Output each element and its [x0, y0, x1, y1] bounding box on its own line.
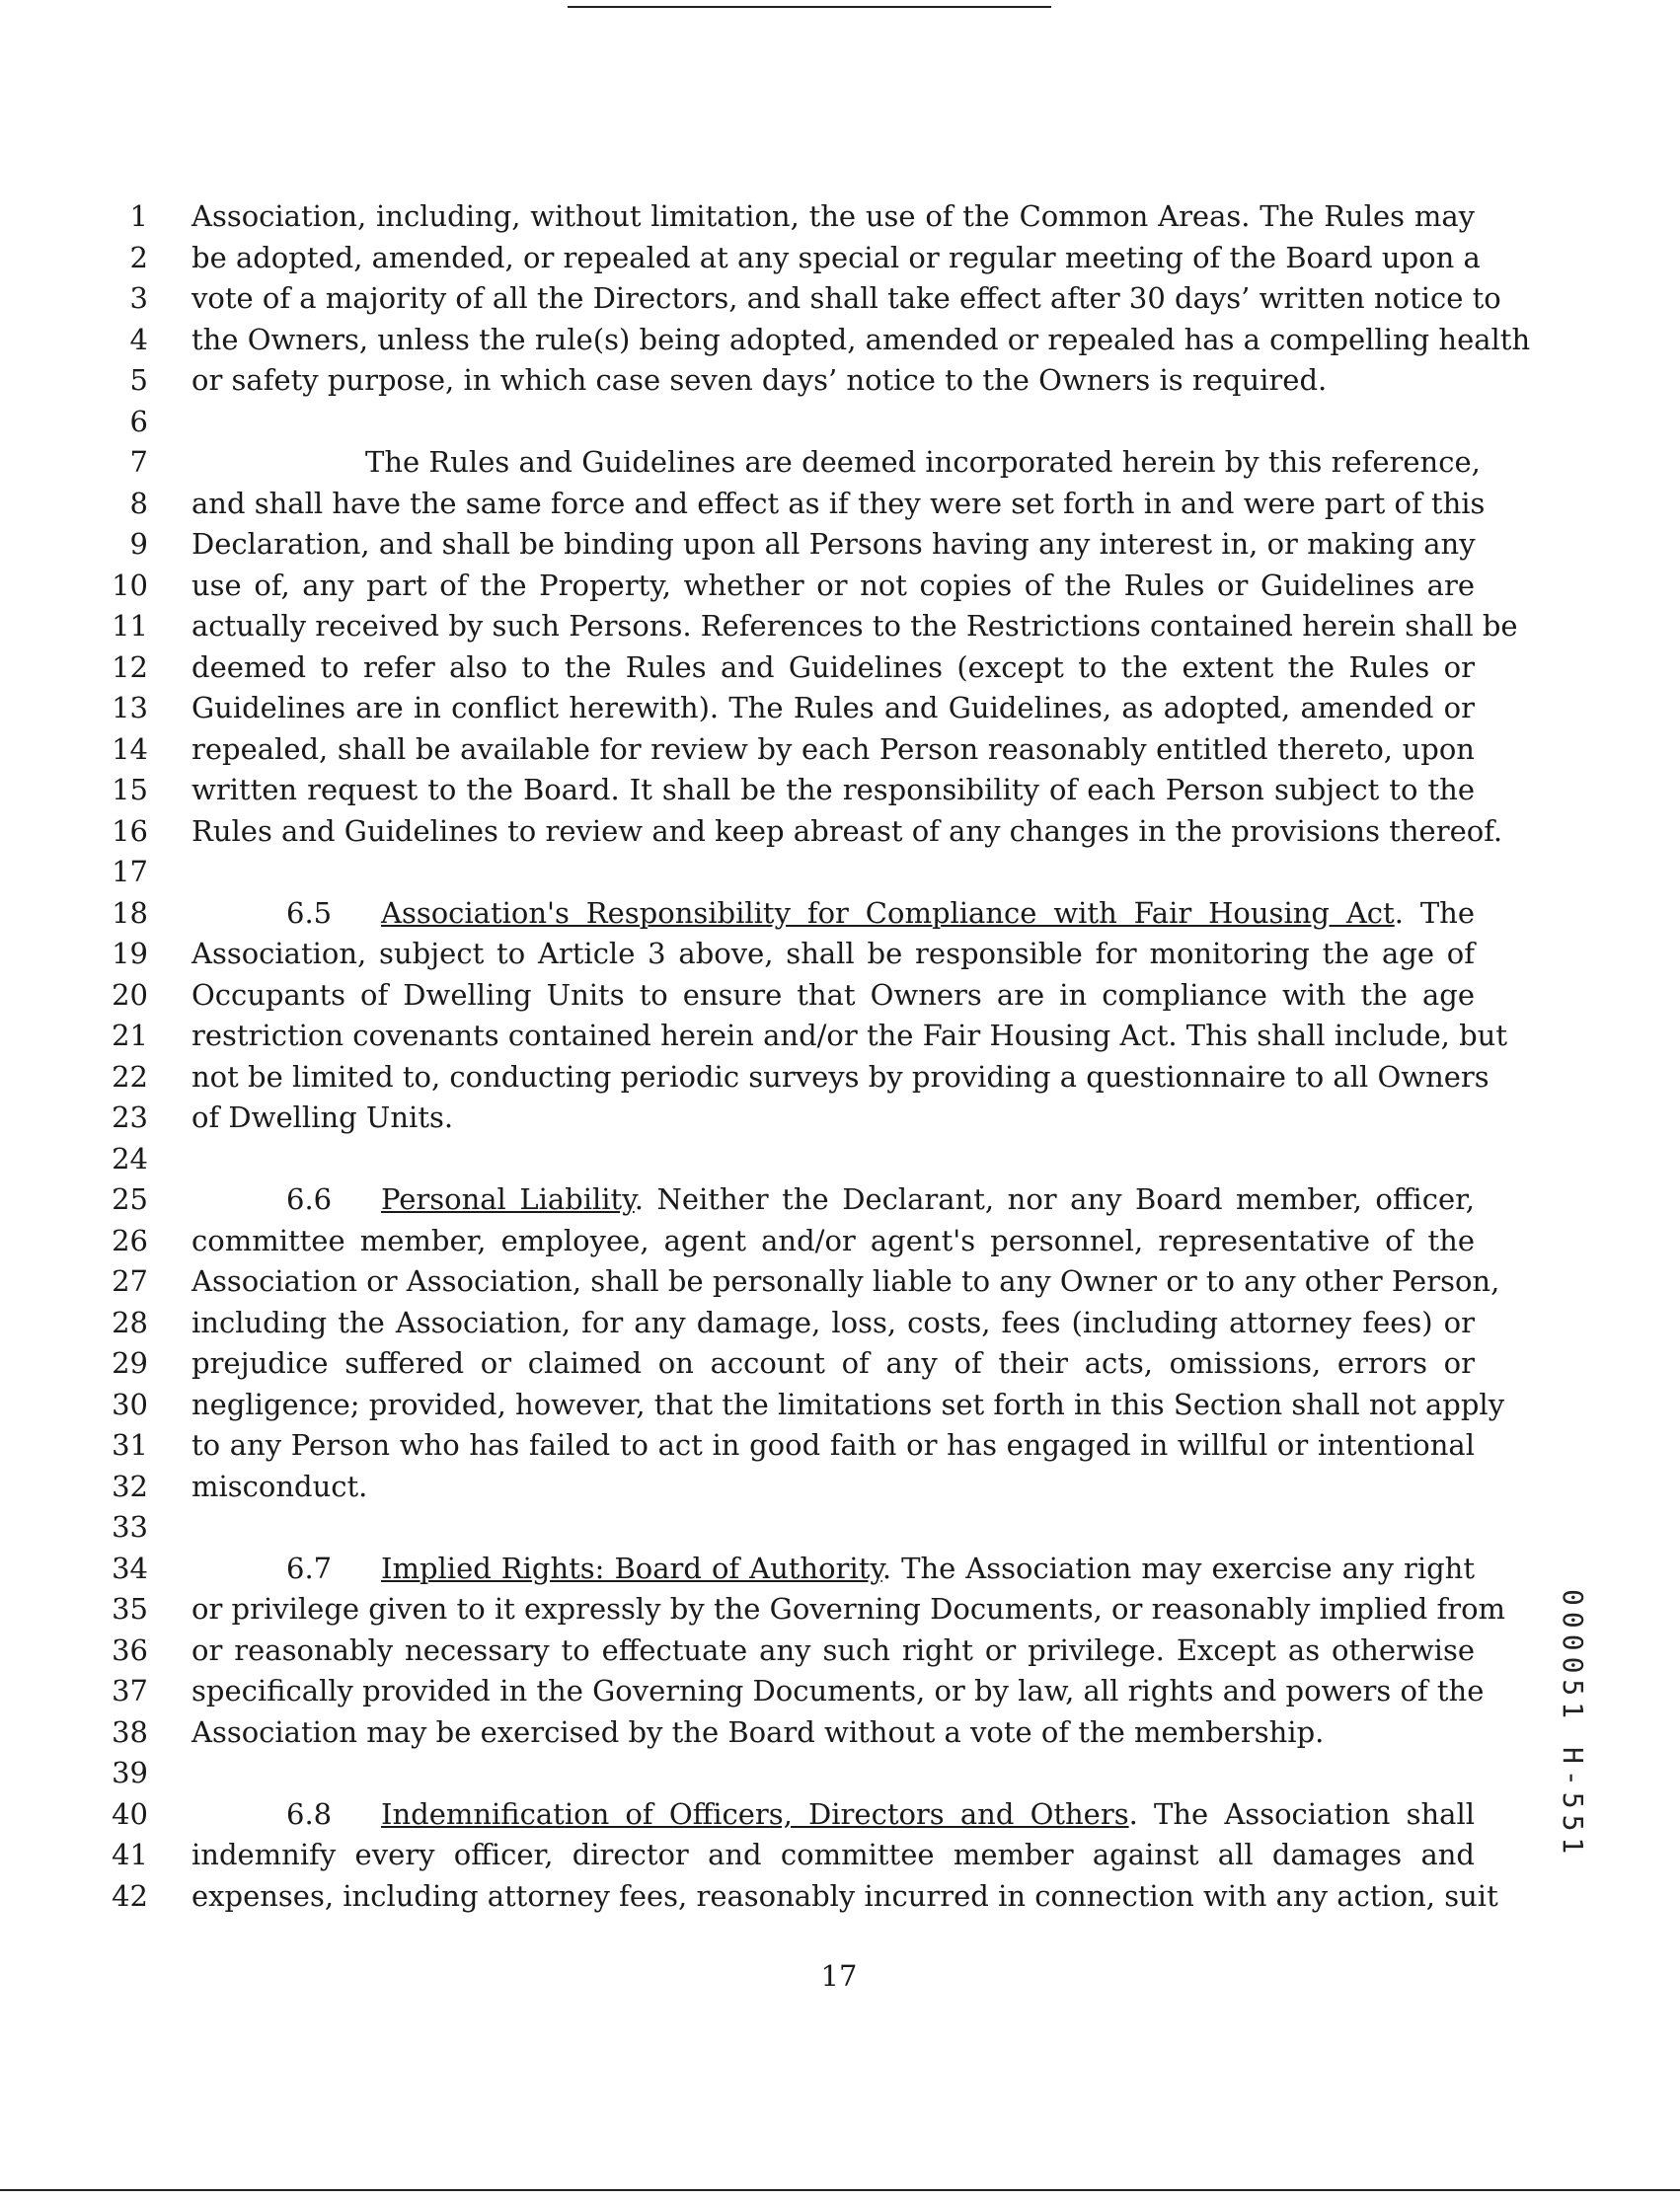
line-text: written request to the Board. It shall be the responsibility of each Person subject to the [191, 773, 1475, 806]
document-line [0, 1138, 1680, 1179]
document-line [0, 1752, 1680, 1793]
document-line [0, 1097, 1680, 1138]
line-text: repealed, shall be available for review by each Person reasonably entitled thereto, upon [191, 731, 1475, 766]
line-text: expenses, including attorney fees, reasonably incurred in connection with any action, suit [191, 1878, 1498, 1913]
line-text: including the Association, for any damage, loss, costs, fees (including attorney fees) or [191, 1305, 1475, 1339]
document-line [0, 483, 1680, 524]
document-line [0, 1220, 1680, 1261]
line-text: The Rules and Guidelines are deemed incorporated herein by this reference, [365, 445, 1481, 479]
document-line [0, 1630, 1680, 1671]
line-text: actually received by such Persons. References to the Restrictions contained herein shall be [191, 609, 1518, 643]
document-line [0, 1834, 1680, 1875]
document-line [0, 1302, 1680, 1343]
line-number: 15 [112, 773, 148, 806]
document-line [0, 1056, 1680, 1098]
line-text: Association, including, without limitation, the use of the Common Areas. The Rules may [191, 199, 1475, 233]
document-line [0, 1793, 1680, 1835]
document-line [0, 1548, 1680, 1589]
line-number: 17 [112, 855, 148, 888]
document-line [0, 646, 1680, 688]
line-text: not be limited to, conducting periodic surveys by providing a questionnaire to all Owners [191, 1059, 1489, 1094]
document-line [0, 319, 1680, 360]
document-line [0, 1875, 1680, 1917]
line-text [191, 1548, 1475, 1589]
document-line [0, 1711, 1680, 1753]
line-number: 24 [112, 1141, 148, 1176]
line-number: 2 [129, 240, 148, 274]
document-line [0, 1588, 1680, 1630]
document-line [0, 1178, 1680, 1220]
document-line [0, 523, 1680, 565]
line-number: 35 [112, 1592, 148, 1626]
line-text: specifically provided in the Governing Documents, or by law, all rights and powers of the [191, 1674, 1485, 1707]
line-number: 38 [112, 1714, 148, 1749]
bottom-rule [0, 2189, 1680, 2191]
line-text: committee member, employee, agent and/or agent's personnel, representative of the [191, 1223, 1475, 1257]
document-line [0, 1466, 1680, 1507]
section-number: 6.7 [286, 1551, 333, 1585]
line-text: be adopted, amended, or repealed at any special or regular meeting of the Board upon a [191, 240, 1481, 274]
line-text [191, 892, 1475, 934]
section-heading: Implied Rights: Board of Authority [381, 1551, 882, 1585]
section-number: 6.5 [286, 895, 333, 930]
section-number: 6.6 [286, 1182, 333, 1216]
bates-stamp: 000051 H-551 [1557, 1589, 1589, 1860]
line-number: 36 [112, 1632, 148, 1667]
line-text: vote of a majority of all the Directors, and shall take effect after 30 days’ written notice to [191, 281, 1501, 315]
section-heading: Indemnification of Officers, Directors and Others [381, 1796, 1129, 1831]
section-heading: Association's Responsibility for Compliance with Fair Housing Act [381, 895, 1395, 930]
line-text-rest: . Neither the Declarant, nor any Board member, officer, [634, 1182, 1475, 1216]
line-number: 37 [112, 1674, 148, 1707]
line-text: Association, subject to Article 3 above, shall be responsible for monitoring the age of [191, 937, 1475, 970]
line-text: Occupants of Dwelling Units to ensure that Owners are in compliance with the age [191, 977, 1475, 1012]
line-text: restriction covenants contained herein and/or the Fair Housing Act. This shall include, but [191, 1019, 1508, 1052]
line-text: indemnify every officer, director and committee member against all damages and [191, 1838, 1475, 1871]
line-text [191, 1793, 1475, 1835]
line-number: 31 [112, 1428, 148, 1462]
page-number: 17 [820, 1959, 858, 1993]
line-number: 14 [112, 731, 148, 766]
line-text-rest: . The Association shall [1128, 1796, 1475, 1831]
document-line [0, 769, 1680, 810]
line-text: Guidelines are in conflict herewith). The Rules and Guidelines, as adopted, amended or [191, 691, 1475, 724]
document-line [0, 1015, 1680, 1056]
line-number: 30 [112, 1387, 148, 1421]
line-text: of Dwelling Units. [191, 1100, 454, 1134]
line-number: 28 [112, 1305, 148, 1339]
section-heading: Personal Liability [381, 1182, 635, 1216]
document-line [0, 1342, 1680, 1384]
line-text: or safety purpose, in which case seven days’ notice to the Owners is required. [191, 363, 1328, 397]
document-line [0, 195, 1680, 237]
document-line [0, 605, 1680, 646]
document-line [0, 359, 1680, 401]
line-number: 20 [112, 977, 148, 1012]
line-number: 3 [129, 281, 148, 315]
document-line [0, 1670, 1680, 1711]
line-text: Declaration, and shall be binding upon all Persons having any interest in, or making any [191, 527, 1476, 561]
document-line [0, 933, 1680, 974]
line-text: Association may be exercised by the Board without a vote of the membership. [191, 1714, 1325, 1749]
document-line [0, 277, 1680, 319]
line-text: use of, any part of the Property, whether or not copies of the Rules or Guidelines are [191, 568, 1475, 602]
line-number: 11 [112, 609, 148, 643]
line-number: 12 [112, 649, 148, 684]
line-number: 29 [112, 1346, 148, 1380]
line-text [191, 1178, 1475, 1220]
line-number: 39 [112, 1756, 148, 1789]
line-number: 8 [129, 486, 148, 520]
line-text: or reasonably necessary to effectuate any such right or privilege. Except as otherwise [191, 1632, 1475, 1667]
document-line [0, 728, 1680, 770]
line-number: 19 [112, 937, 148, 970]
section-number: 6.8 [286, 1796, 333, 1831]
line-text: Rules and Guidelines to review and keep abreast of any changes in the provisions thereof. [191, 813, 1503, 848]
line-number: 21 [112, 1019, 148, 1052]
line-text-rest: . The [1394, 895, 1475, 930]
line-text: prejudice suffered or claimed on account of any of their acts, omissions, errors or [191, 1346, 1475, 1380]
line-number: 10 [112, 568, 148, 602]
document-line [0, 441, 1680, 483]
top-rule [568, 6, 1051, 8]
document-line [0, 1424, 1680, 1466]
line-number: 42 [112, 1878, 148, 1913]
document-line [0, 237, 1680, 278]
line-number: 9 [129, 527, 148, 561]
line-text: and shall have the same force and effect as if they were set forth in and were part of this [191, 486, 1486, 520]
document-line [0, 851, 1680, 892]
line-number: 26 [112, 1223, 148, 1257]
line-number: 16 [112, 813, 148, 848]
line-text: misconduct. [191, 1469, 368, 1503]
line-number: 23 [112, 1100, 148, 1134]
line-number: 5 [129, 363, 148, 397]
document-line [0, 687, 1680, 728]
line-number: 34 [112, 1551, 148, 1585]
line-number: 33 [112, 1510, 148, 1544]
line-number: 27 [112, 1264, 148, 1298]
line-text: deemed to refer also to the Rules and Guidelines (except to the extent the Rules or [191, 649, 1475, 684]
line-number: 7 [129, 445, 148, 479]
line-number: 18 [112, 895, 148, 930]
line-text: Association or Association, shall be personally liable to any Owner or to any other Person, [191, 1264, 1500, 1298]
document-line [0, 401, 1680, 442]
line-text: or privilege given to it expressly by the Governing Documents, or reasonably implied from [191, 1592, 1506, 1626]
line-number: 25 [112, 1182, 148, 1216]
line-text: negligence; provided, however, that the limitations set forth in this Section shall not apply [191, 1387, 1505, 1421]
line-text: to any Person who has failed to act in good faith or has engaged in willful or intentional [191, 1428, 1475, 1462]
document-line [0, 892, 1680, 934]
document-line [0, 1260, 1680, 1302]
line-number: 4 [129, 322, 148, 356]
line-number: 40 [112, 1796, 148, 1831]
line-number: 41 [112, 1838, 148, 1871]
line-number: 32 [112, 1469, 148, 1503]
line-number: 1 [129, 199, 148, 233]
document-line [0, 565, 1680, 606]
line-number: 13 [112, 691, 148, 724]
document-line [0, 810, 1680, 852]
line-text: the Owners, unless the rule(s) being adopted, amended or repealed has a compelling health [191, 322, 1531, 356]
document-line [0, 1506, 1680, 1548]
line-number: 22 [112, 1059, 148, 1094]
document-line [0, 1384, 1680, 1425]
line-number: 6 [129, 404, 148, 438]
line-text-rest: . The Association may exercise any right [881, 1551, 1476, 1585]
document-line [0, 974, 1680, 1016]
